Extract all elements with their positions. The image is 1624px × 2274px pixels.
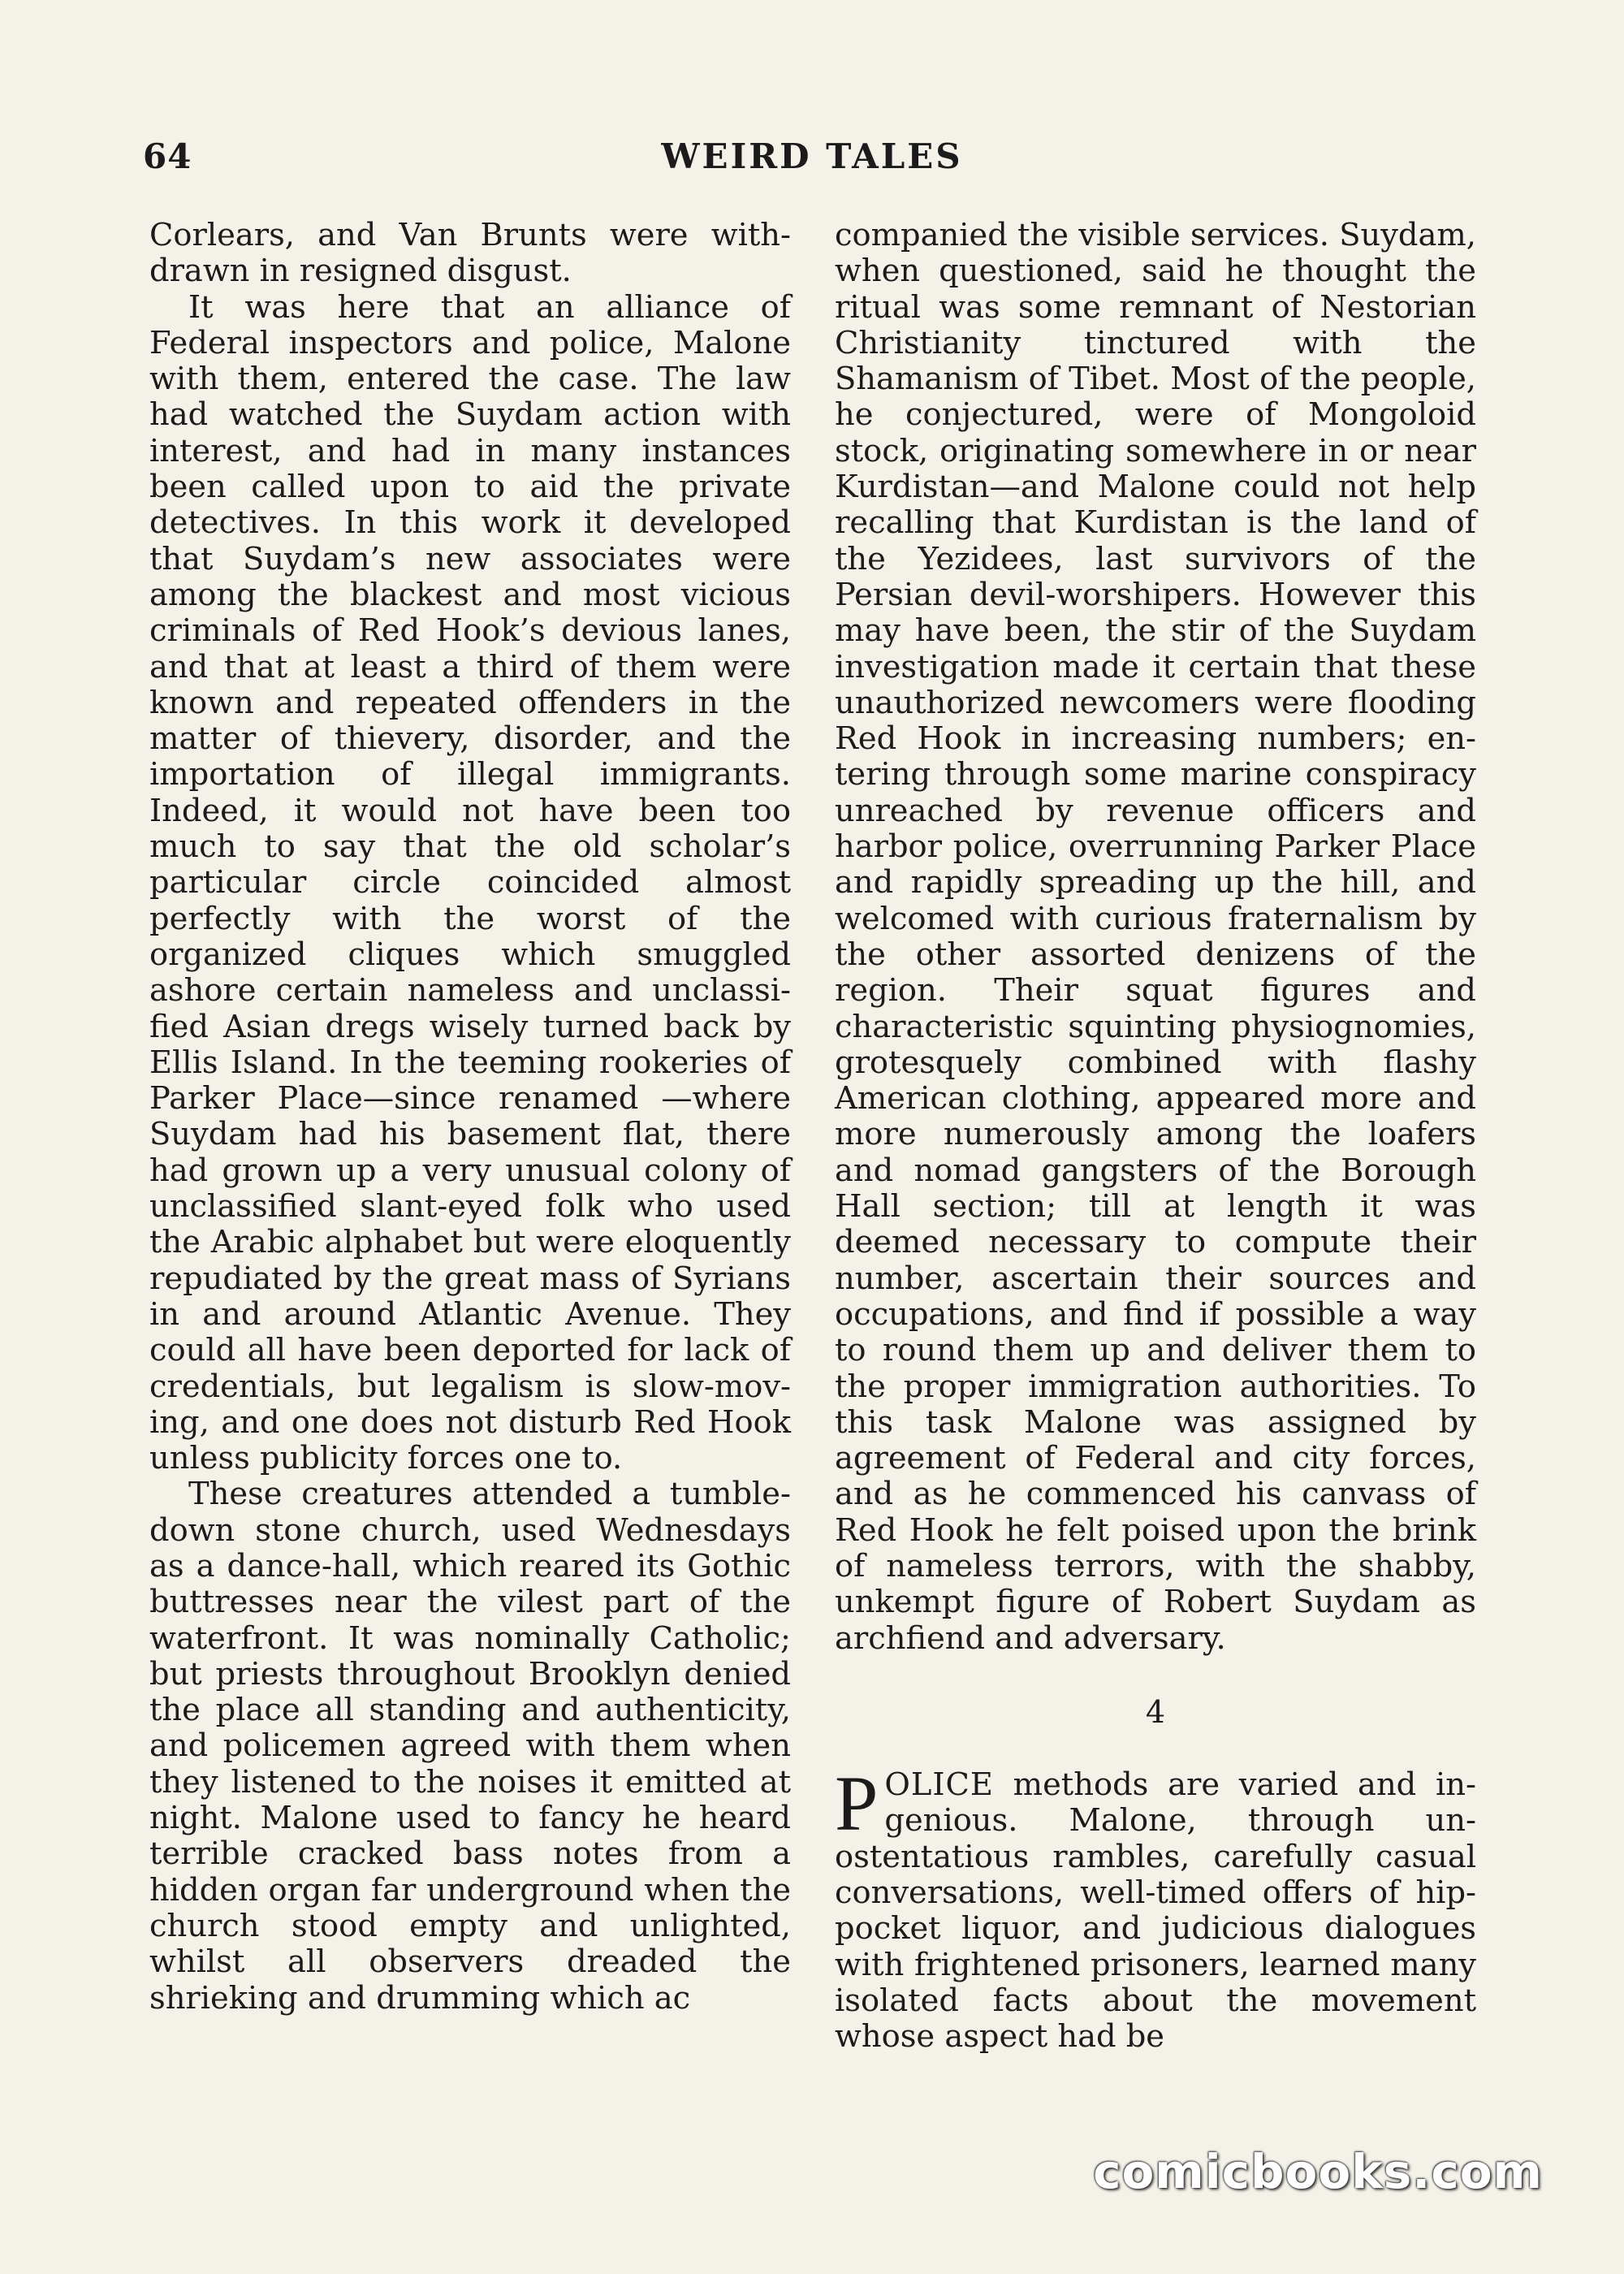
paragraph: companied the visible services. Suydam, when questioned, said he thought the ritual was some remnant of Nestorian Christianity tinctured with the Shamanism of Tibet. Most of the people, he conjectured, were of Mongoloid stock, originating somewhere in or near Kurdistan—and Malone could not help recalling that Kurdistan is the land of the Yezidees, last survivors of the Persian devil-worshipers. However this may have been, the stir of the Suydam investigation made it certain that these unauthorized newcomers were flooding Red Hook in increasing numbers; entering through some marine conspiracy unreached by revenue officers and harbor police, overrunning Parker Place and rapidly spreading up the hill, and welcomed with curious fraternalism by the other assorted denizens of the region. Their squat figures and characteristic squinting physiognomies, grotesquely combined with flashy American clothing, appeared more and more numerously among the loafers and nomad gangsters of the Borough Hall section; till at length it was deemed necessary to compute their number, ascertain their sources and occupations, and find if possible a way to round them up and deliver them to the proper immigration authorities. To this task Malone was assigned by agreement of Federal and city forces, and as he commenced his canvass of Red Hook he felt poised upon the brink of nameless terrors, with the shabby, unkempt figure of Robert Suydam as archfiend and adversary. [835, 217, 1476, 1657]
paragraph: Corlears, and Van Brunts were withdrawn in resigned disgust. [149, 217, 791, 290]
drop-cap: P [835, 1760, 879, 1848]
running-head: WEIRD TALES [661, 136, 963, 176]
paragraph-text: methods are varied and ingenious. Malone, through unostentatious rambles, carefully casual conversations, well-timed offers of hip-pocket liquor, and judicious dialogues with frightened prisoners, learned many isolated facts about the movement whose aspect had be [835, 1766, 1476, 2056]
paragraph: These creatures attended a tumbledown stone church, used Wednesdays as a dance-hall, which reared its Gothic buttresses near the vilest part of the waterfront. It was nominally Catholic; but priests throughout Brooklyn denied the place all standing and authenticity, and policemen agreed with them when they listened to the noises it emitted at night. Malone used to fancy he heard terrible cracked bass notes from a hidden organ far underground when the church stood empty and unlighted, whilst all observers dreaded the shrieking and drumming which ac [149, 1476, 791, 2017]
section-opening-paragraph [835, 1760, 1476, 2056]
section-number: 4 [1145, 1693, 1166, 1730]
small-caps-lead: OLICE [884, 1766, 994, 1804]
left-column [149, 218, 791, 2017]
watermark: comicbooks.com [1093, 2144, 1543, 2199]
paragraph: It was here that an alliance of Federal inspectors and police, Malone with them, entered the case. The law had watched the Suydam action with interest, and had in many instances been called upon to aid the private detectives. In this work it developed that Suydam’s new associates were among the blackest and most vicious criminals of Red Hook’s devious lanes, and that at least a third of them were known and repeated offenders in the matter of thievery, disorder, and the importation of illegal immigrants. Indeed, it would not have been too much to say that the old scholar’s particular circle coincided almost perfectly with the worst of the organized cliques which smuggled ashore certain nameless and unclassified Asian dregs wisely turned back by Ellis Island. In the teeming rookeries of Parker Place—since renamed —where Suydam had his basement flat, there had grown up a very unusual colony of unclassified slant-eyed folk who used the Arabic alphabet but were eloquently repudiated by the great mass of Syrians in and around Atlantic Avenue. They could all have been deported for lack of credentials, but legalism is slow-moving, and one does not disturb Red Hook unless publicity forces one to. [149, 288, 791, 1477]
page-number: 64 [143, 136, 192, 176]
right-column [835, 218, 1476, 2056]
